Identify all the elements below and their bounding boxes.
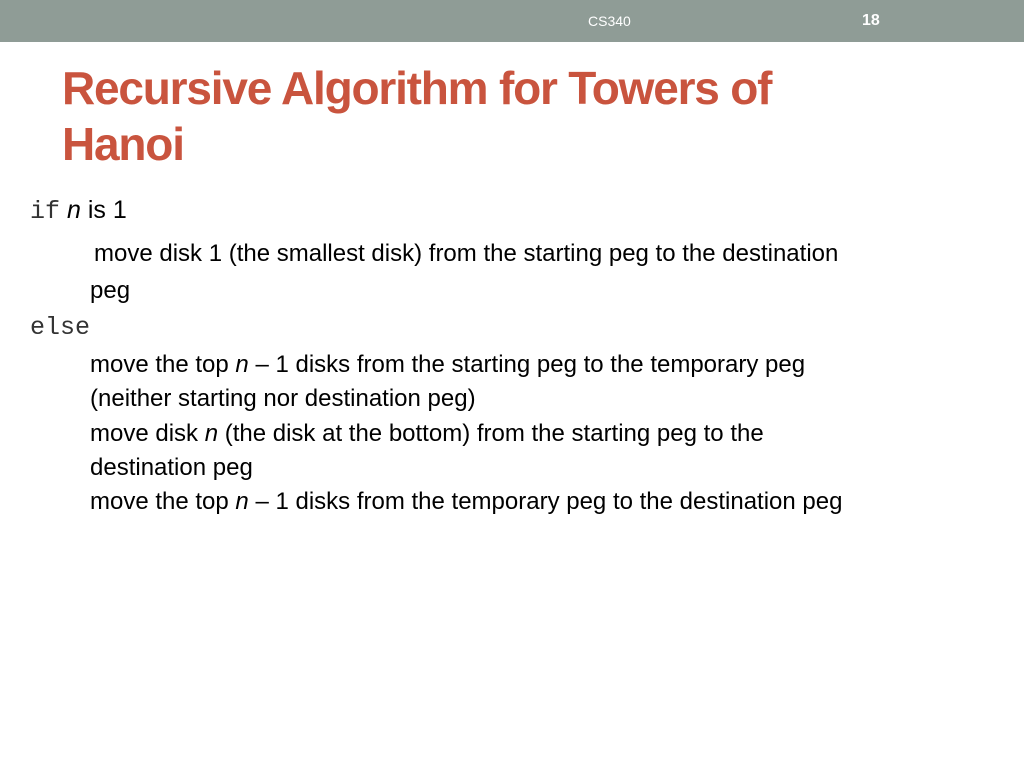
step3-line: [90, 488, 842, 516]
step3-text-post: – 1 disks from the temporary peg to the destination peg: [248, 488, 843, 515]
course-label: CS340: [588, 13, 631, 29]
step3-text-pre: move the top: [90, 488, 236, 515]
step3-variable: n: [235, 488, 249, 515]
if-condition: is 1: [87, 196, 127, 224]
if-variable: n: [66, 196, 81, 224]
step1-variable: n: [235, 351, 249, 378]
step2-text-post: (the disk at the bottom) from the starting peg to the: [218, 420, 764, 447]
else-line: [30, 312, 90, 342]
header-bar: [0, 0, 1024, 42]
title-line-2: Hanoi: [62, 118, 184, 170]
step2-line-2: destination peg: [90, 454, 253, 481]
step1-line: [90, 351, 805, 379]
title-line-1: Recursive Algorithm for Towers of: [62, 62, 772, 114]
step2-line: [90, 420, 764, 448]
step1-text-pre: move the top: [90, 351, 236, 378]
slide-title: [62, 60, 962, 172]
then-line-2: peg: [90, 277, 131, 304]
step1-line-2: (neither starting nor destination peg): [90, 385, 476, 412]
slide-number: 18: [862, 12, 880, 29]
step1-text-post: – 1 disks from the starting peg to the temporary peg: [248, 351, 806, 378]
step2-variable: n: [204, 420, 219, 447]
else-keyword: else: [30, 313, 91, 342]
if-keyword: if: [30, 197, 61, 226]
if-line: [30, 196, 127, 226]
then-line-1: move disk 1 (the smallest disk) from the starting peg to the destination: [94, 240, 839, 267]
step2-text-pre: move disk: [90, 420, 205, 447]
